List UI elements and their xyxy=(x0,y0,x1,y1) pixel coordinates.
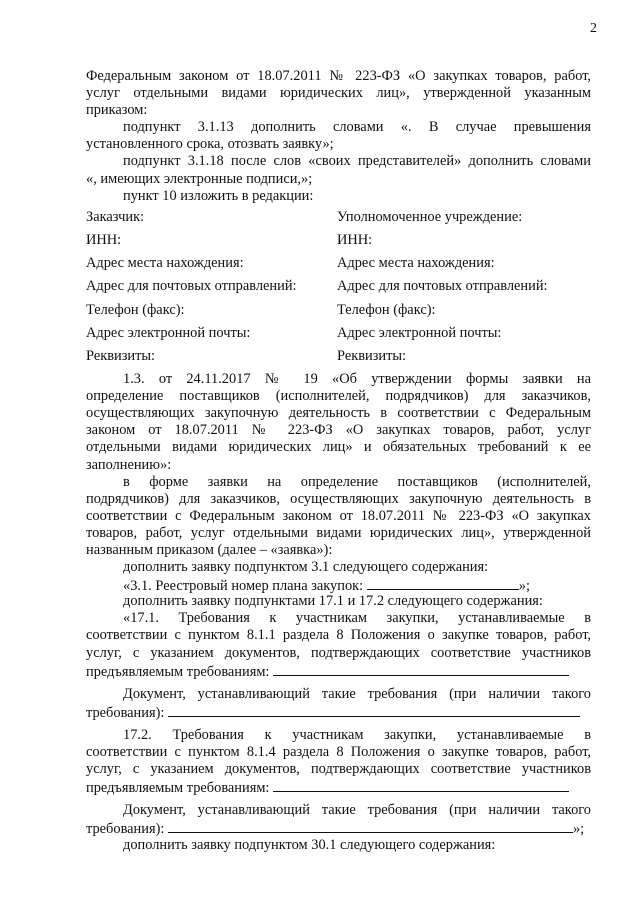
text-line: соответствии с пунктом 8.1.1 раздела 8 Положения о закупке товаров, работ, xyxy=(86,627,591,644)
page-number: 2 xyxy=(590,21,597,36)
text-line: «, имеющих электронные подписи,»; xyxy=(86,170,313,187)
customer-field-label: Заказчик: xyxy=(86,208,145,225)
text-line: дополнить заявку подпунктом 30.1 следующего содержания: xyxy=(123,836,496,853)
document-blank xyxy=(168,819,573,833)
customer-field-label: Адрес места нахождения: xyxy=(86,255,244,272)
agency-field-label: Реквизиты: xyxy=(337,347,407,364)
text-line: соответствии с Федеральным законом от 18.07.2011 № 223-ФЗ «О закупках xyxy=(86,507,591,524)
form-row xyxy=(86,302,591,325)
text-line: дополнить заявку подпунктами 17.1 и 17.2 следующего содержания: xyxy=(123,593,543,610)
text-line: отдельными видами юридических лиц» и обязательных требований к ее xyxy=(86,439,591,456)
requirements-blank xyxy=(273,662,569,676)
text-line: приказом: xyxy=(86,102,148,119)
text-line: Документ, устанавливающий такие требования (при наличии такого xyxy=(123,802,591,819)
requisites-form xyxy=(86,209,591,371)
text-line: услуг, с указанием документов, подтверждающих соответствие участников xyxy=(86,644,591,661)
agency-field-label: Адрес для почтовых отправлений: xyxy=(337,278,548,295)
text-line: соответствии с пунктом 8.1.4 раздела 8 Положения о закупке товаров, работ, xyxy=(86,744,591,761)
text-line: Документ, устанавливающий такие требования (при наличии такого xyxy=(123,685,591,702)
document-blank xyxy=(168,703,580,717)
form-row xyxy=(86,325,591,348)
text-line: в форме заявки на определение поставщиков (исполнителей, xyxy=(123,473,591,490)
text-line: осуществляющих закупочную деятельность в соответствии с Федеральным xyxy=(86,405,591,422)
text-line: подпункт 3.1.18 после слов «своих представителей» дополнить словами xyxy=(123,153,591,170)
form-row xyxy=(86,348,591,371)
text-line: товаров, работ, услуг отдельными видами юридических лиц», утвержденной xyxy=(86,524,591,541)
agency-field-label: Телефон (факс): xyxy=(337,301,436,318)
customer-field-label: ИНН: xyxy=(86,231,122,248)
customer-field-label: Адрес электронной почты: xyxy=(86,324,251,341)
registry-number-blank xyxy=(367,576,519,590)
fill-line: предъявляемым требованиям: xyxy=(86,662,591,679)
text-line: подпункт 3.1.13 дополнить словами «. В случае превышения xyxy=(123,119,591,136)
document-body xyxy=(86,68,591,854)
requirements-blank xyxy=(273,778,569,792)
text-line: услуг отдельными видами юридических лиц», утвержденной указанным xyxy=(86,85,591,102)
fill-line: предъявляемым требованиям: xyxy=(86,778,591,795)
form-row xyxy=(86,278,591,301)
customer-field-label: Адрес для почтовых отправлений: xyxy=(86,278,297,295)
fill-line: требования): xyxy=(86,703,591,720)
agency-field-label: Уполномоченное учреждение: xyxy=(337,208,523,225)
agency-field-label: Адрес места нахождения: xyxy=(337,255,495,272)
text-line: подрядчиков) для заказчиков, осуществляющих закупочную деятельность в xyxy=(86,490,591,507)
text-line: дополнить заявку подпунктом 3.1 следующего содержания: xyxy=(123,559,489,576)
text-line: установленного срока, отозвать заявку»; xyxy=(86,136,334,153)
agency-field-label: ИНН: xyxy=(337,231,373,248)
registry-number-label: «3.1. Реестровый номер плана закупок: xyxy=(123,578,364,595)
text-line: услуг, с указанием документов, подтверждающих соответствие участников xyxy=(86,761,591,778)
text-line: пункт 10 изложить в редакции: xyxy=(123,187,314,204)
text-line: законом от 18.07.2011 № 223-ФЗ «О закупках товаров, работ, услуг xyxy=(86,422,591,439)
fill-line: требования): »; xyxy=(86,821,585,838)
customer-field-label: Телефон (факс): xyxy=(86,301,185,318)
customer-field-label: Реквизиты: xyxy=(86,347,156,364)
line-end: »; xyxy=(518,578,530,595)
form-row xyxy=(86,209,591,232)
text-line: определение поставщиков (исполнителей, подрядчиков) для заказчиков, xyxy=(86,388,591,405)
form-row xyxy=(86,255,591,278)
text-line: 1.3. от 24.11.2017 № 19 «Об утверждении формы заявки на xyxy=(123,371,591,388)
text-line: названным приказом (далее – «заявка»): xyxy=(86,542,333,558)
registry-number-line xyxy=(86,576,591,593)
text-line: 17.2. Требования к участникам закупки, устанавливаемые в xyxy=(123,726,591,743)
text-line: «17.1. Требования к участникам закупки, устанавливаемые в xyxy=(123,610,591,627)
text-line: заполнению»: xyxy=(86,456,172,473)
agency-field-label: Адрес электронной почты: xyxy=(337,324,502,341)
text-line: Федеральным законом от 18.07.2011 № 223-ФЗ «О закупках товаров, работ, xyxy=(86,68,591,84)
form-row xyxy=(86,232,591,255)
